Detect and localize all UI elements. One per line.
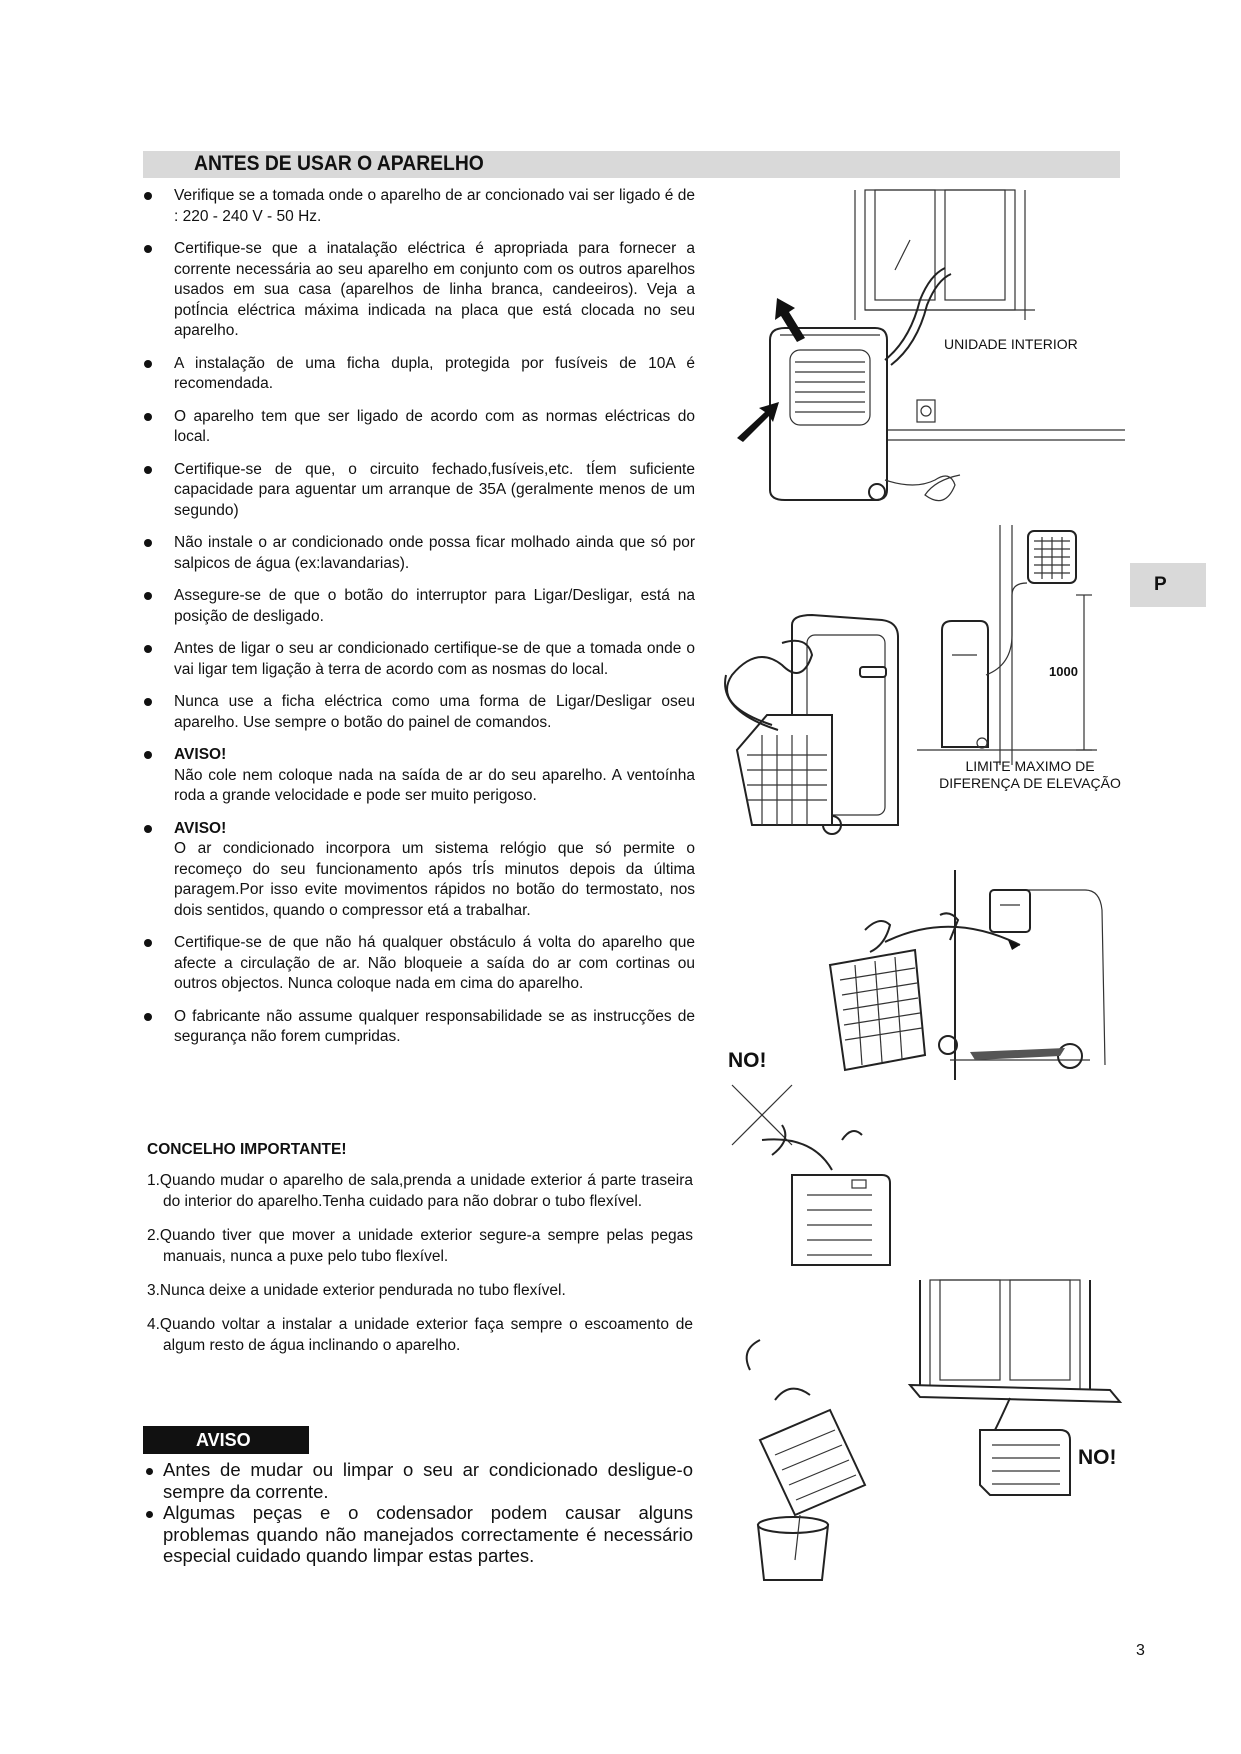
carry-by-hose-crossed-illustration (722, 1080, 902, 1270)
bullet-item: Nunca use a ficha eléctrica como uma forma de Ligar/Desligar oseu aparelho. Use sempre o botão do painel de comandos. (140, 692, 695, 733)
bullet-item: Certifique-se que a inatalação eléctrica é apropriada para fornecer a corrente necessária ao seu aparelho em conjunto com os outros aparelhos usados em sua casa (aparelhos de linha branca, candeeiros). Veja a potÍncia eléctrica máxima indicada na placa que está clocada no seu aparelho. (140, 239, 695, 342)
aviso-item: Antes de mudar ou limpar o seu ar condicionado desligue-o sempre da corrente. (143, 1459, 693, 1502)
indoor-unit-illustration (745, 190, 1125, 530)
concelho-item: 3.Nunca deixe a unidade exterior pendurada no tubo flexível. (147, 1282, 566, 1299)
drain-outdoor-unit-illustration (730, 1280, 1130, 1600)
aviso-label: AVISO (143, 1426, 309, 1454)
bullet-item: Verifique se a tomada onde o aparelho de ar concionado vai ser ligado é de : 220 - 240 V - 50 Hz. (140, 186, 695, 227)
concelho-list (147, 1170, 693, 1369)
safety-bullet-list (140, 186, 695, 1060)
no-label-1: NO! (728, 1049, 767, 1072)
aviso-list (143, 1459, 693, 1567)
bullet-item: Antes de ligar o seu ar condicionado certifique-se de que a tomada onde o vai ligar tem ligação à terra de acordo com as nosmas do local. (140, 639, 695, 680)
bullet-item: O aparelho tem que ser ligado de acordo com as normas eléctricas do local. (140, 407, 695, 448)
bullet-item: O fabricante não assume qualquer responsabilidade se as instrucções de segurança não forem cumpridas. (140, 1007, 695, 1048)
no-label-2: NO! (1078, 1446, 1117, 1469)
page-number: 3 (1136, 1642, 1145, 1659)
bullet-item: Certifique-se de que não há qualquer obstáculo á volta do aparelho que afecte a circulação de ar. Não bloqueie a saída do ar com cortinas ou outros objectos. Nunca coloque nada em cima do aparelho. (140, 933, 695, 995)
concelho-item: 4.Quando voltar a instalar a unidade exterior faça sempre o escoamento de algum resto de água inclinando o aparelho. (147, 1316, 693, 1354)
bullet-item: Certifique-se de que, o circuito fechado,fusíveis,etc. tÍem suficiente capacidade para aguentar um arranque de 35A (geralmente menos de um segundo) (140, 460, 695, 522)
concelho-title: CONCELHO IMPORTANTE! (147, 1141, 347, 1158)
concelho-item: 2.Quando tiver que mover a unidade exterior segure-a sempre pelas pegas manuais, nunca a puxe pelo tubo flexível. (147, 1227, 693, 1265)
indoor-unit-label: UNIDADE INTERIOR (944, 336, 1078, 352)
warning-title: AVISO! (174, 746, 227, 763)
bullet-item: A instalação de uma ficha dupla, protegida por fusíveis de 10A é recomendada. (140, 354, 695, 395)
section-title: ANTES DE USAR O APARELHO (194, 152, 484, 175)
elevation-limit-label-line1: LIMITE MAXIMO DE (965, 758, 1095, 774)
attach-outdoor-unit-illustration (830, 870, 1120, 1090)
bullet-item-warning: AVISO! Não cole nem coloque nada na saída de ar do seu aparelho. A ventoínha roda a grande velocidade e pode ser muito perigoso. (140, 745, 695, 807)
aviso-item: Algumas peças e o codensador podem causar alguns problemas quando não manejados correctamente é necessário especial cuidado quando limpar estas partes. (143, 1502, 693, 1567)
bullet-item: Assegure-se de que o botão do interruptor para Ligar/Desligar, está na posição de desligado. (140, 586, 695, 627)
bullet-item: Não instale o ar condicionado onde possa ficar molhado ainda que só por salpicos de água (ex:lavandarias). (140, 533, 695, 574)
height-value: 1000 (1049, 664, 1078, 679)
concelho-item: 1.Quando mudar o aparelho de sala,prenda a unidade exterior á parte traseira do interior do aparelho.Tenha cuidado para não dobrar o tubo flexível. (147, 1172, 693, 1210)
bullet-item-warning: AVISO! O ar condicionado incorpora um sistema relógio que só permite o recomeço do seu funcionamento após trÍs minutos depois da última paragem.Por isso evite movimentos rápidos no botão do termostato, nos dois sentidos, quando o compressor etá a trabalhar. (140, 819, 695, 922)
language-tab: P (1130, 563, 1206, 607)
elevation-limit-label-line2: DIFERENÇA DE ELEVAÇÃO (939, 775, 1121, 791)
warning-title: AVISO! (174, 819, 227, 837)
